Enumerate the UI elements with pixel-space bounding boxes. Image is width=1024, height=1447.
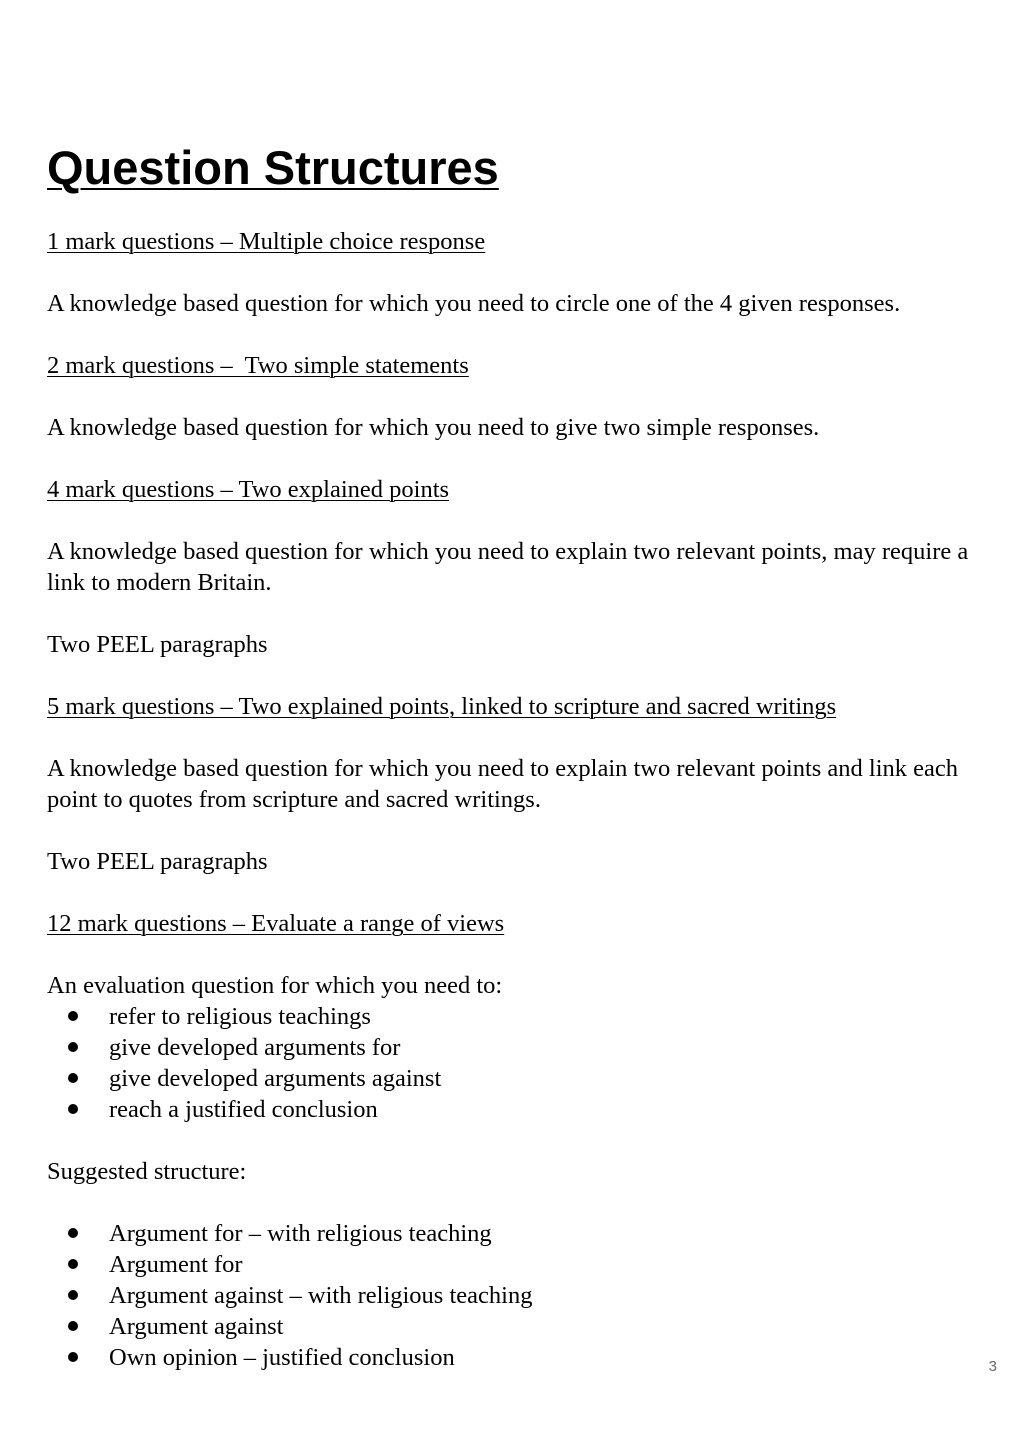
section-text-1-mark: A knowledge based question for which you need to circle one of the 4 given responses.	[47, 290, 901, 317]
document-body	[47, 226, 977, 1373]
bullet-icon	[68, 1259, 78, 1269]
bullet-icon	[68, 1104, 78, 1114]
list-item: Argument against	[47, 1311, 977, 1342]
list-item: Argument for – with religious teaching	[47, 1218, 977, 1249]
section-heading-12-mark: 12 mark questions – Evaluate a range of views	[47, 910, 505, 937]
list-item: reach a justified conclusion	[47, 1094, 977, 1125]
bullet-icon	[68, 1290, 78, 1300]
section-heading-4-mark: 4 mark questions – Two explained points	[47, 476, 450, 503]
section-note-5-mark: Two PEEL paragraphs	[47, 848, 268, 875]
page-title: Question Structures	[47, 141, 499, 194]
bullet-icon	[68, 1321, 78, 1331]
section-intro-12-mark: An evaluation question for which you need to:	[47, 972, 503, 999]
section-text-5-mark: A knowledge based question for which you need to explain two relevant points and link each point to quotes from scripture and sacred writings.	[47, 755, 959, 813]
list-item: Argument against – with religious teaching	[47, 1280, 977, 1311]
structure-list	[47, 1218, 977, 1373]
bullet-icon	[68, 1228, 78, 1238]
section-heading-1-mark: 1 mark questions – Multiple choice response	[47, 228, 486, 255]
bullet-icon	[68, 1352, 78, 1362]
bullet-icon	[68, 1042, 78, 1052]
page-number: 3	[988, 1358, 997, 1375]
section-heading-2-mark: 2 mark questions – Two simple statements	[47, 352, 469, 379]
section-text-2-mark: A knowledge based question for which you need to give two simple responses.	[47, 414, 820, 441]
section-text-4-mark: A knowledge based question for which you need to explain two relevant points, may require a link to modern Britain.	[47, 538, 969, 596]
requirements-list	[47, 1001, 977, 1125]
list-item: Argument for	[47, 1249, 977, 1280]
list-item: give developed arguments for	[47, 1032, 977, 1063]
section-note-4-mark: Two PEEL paragraphs	[47, 631, 268, 658]
list-item: give developed arguments against	[47, 1063, 977, 1094]
section-heading-5-mark: 5 mark questions – Two explained points, linked to scripture and sacred writings	[47, 693, 837, 720]
bullet-icon	[68, 1073, 78, 1083]
suggested-structure-label: Suggested structure:	[47, 1158, 247, 1185]
bullet-icon	[68, 1011, 78, 1021]
list-item: Own opinion – justified conclusion	[47, 1342, 977, 1373]
list-item: refer to religious teachings	[47, 1001, 977, 1032]
